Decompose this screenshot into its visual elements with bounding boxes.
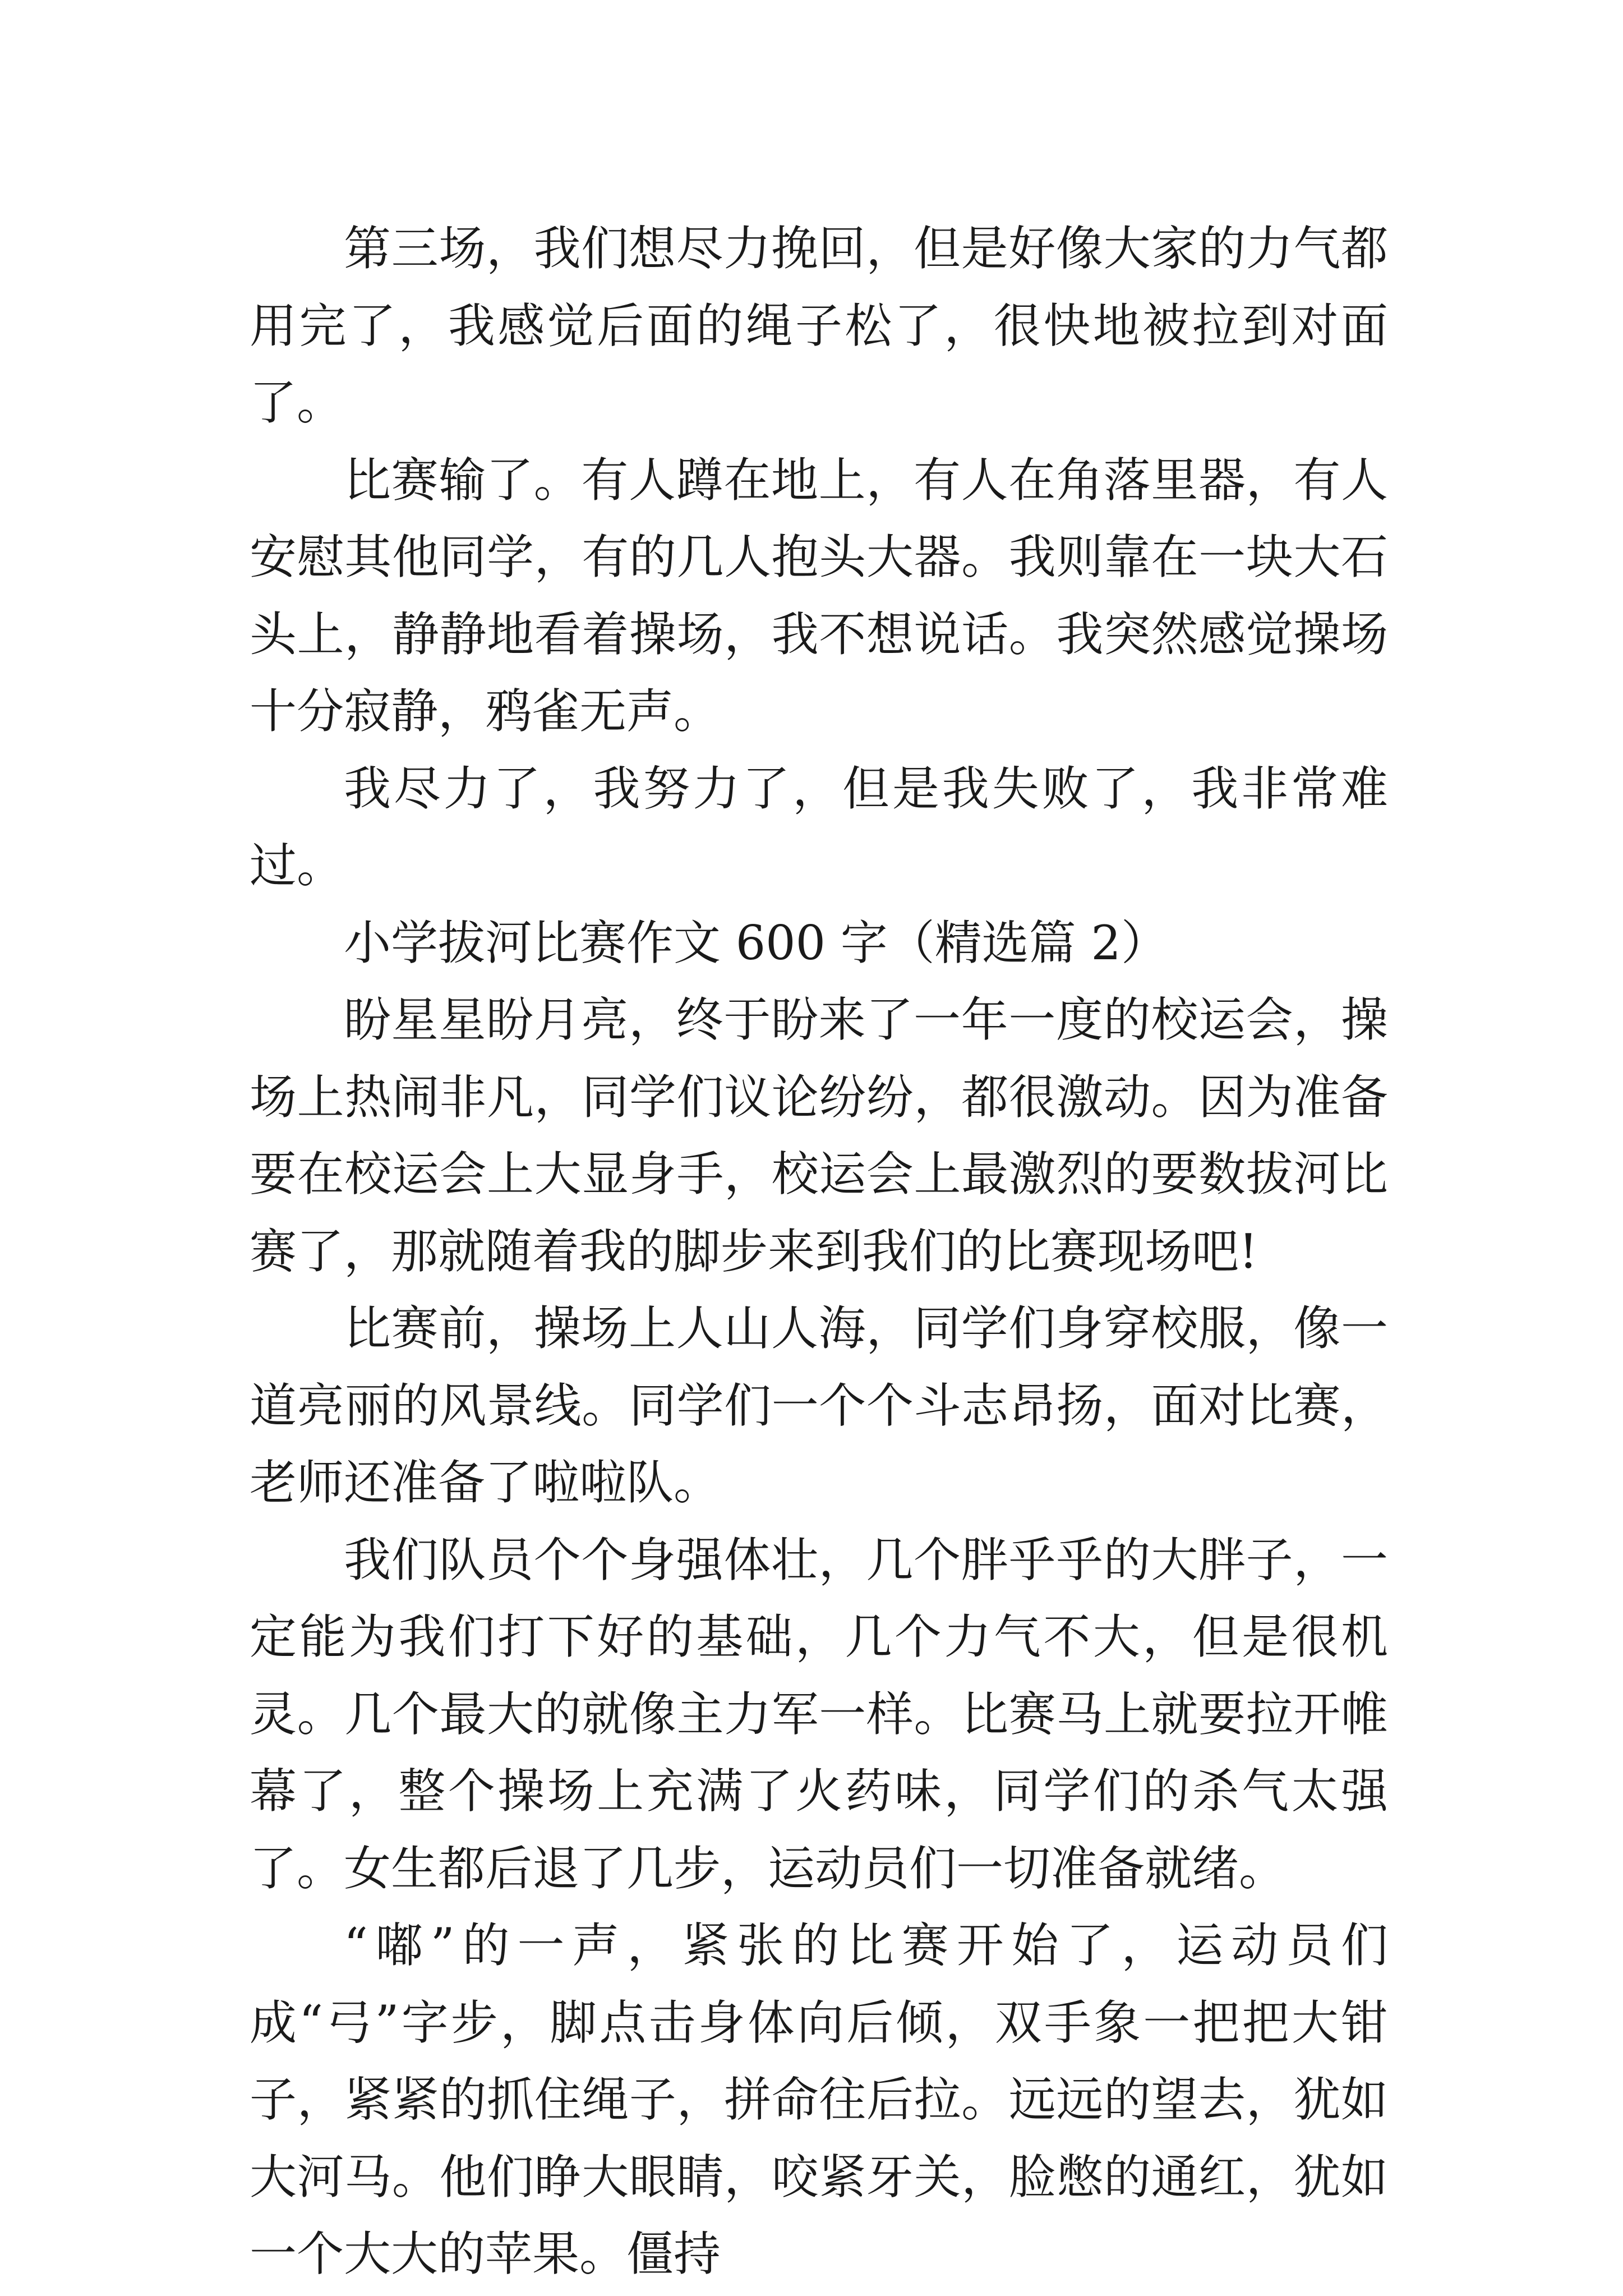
- paragraph-tried-hard: 我尽力了，我努力了，但是我失败了，我非常难过。: [250, 761, 1388, 893]
- section-title: 小学拔河比赛作文 600 字（精选篇 2）: [344, 915, 1168, 970]
- paragraph-third-round: 第三场，我们想尽力挽回，但是好像大家的力气都用完了，我感觉后面的绳子松了，很快地被拉到对面了。: [250, 221, 1388, 430]
- paragraph-match-lost: 比赛输了。有人蹲在地上，有人在角落里器，有人安慰其他同学，有的几人抱头大器。我则靠在一块大石头上，静静地看着操场，我不想说话。我突然感觉操场十分寂静，鸦雀无声。: [250, 452, 1388, 739]
- document-body: [250, 210, 1388, 2293]
- paragraph-sports-day: 盼星星盼月亮，终于盼来了一年一度的校运会，操场上热闹非凡，同学们议论纷纷，都很激动。因为准备要在校运会上大显身手，校运会上最激烈的要数拔河比赛了，那就随着我的脚步来到我们的比赛现场吧!: [250, 992, 1388, 1279]
- paragraph-before-match: 比赛前，操场上人山人海，同学们身穿校服，像一道亮丽的风景线。同学们一个个斗志昂扬，面对比赛，老师还准备了啦啦队。: [250, 1301, 1388, 1510]
- paragraph-team-members: 我们队员个个身强体壮，几个胖乎乎的大胖子，一定能为我们打下好的基础，几个力气不大，但是很机灵。几个最大的就像主力军一样。比赛马上就要拉开帷幕了，整个操场上充满了火药味，同学们的杀气太强了。女生都后退了几步，运动员们一切准备就绪。: [250, 1532, 1388, 1896]
- paragraph-match-start: “嘟”的一声，紧张的比赛开始了，运动员们成“弓”字步，脚点击身体向后倾，双手象一把把大钳子，紧紧的抓住绳子，拼命往后拉。远远的望去，犹如大河马。他们睁大眼睛，咬紧牙关，脸憋的通红，犹如一个大大的苹果。僵持: [250, 1918, 1388, 2281]
